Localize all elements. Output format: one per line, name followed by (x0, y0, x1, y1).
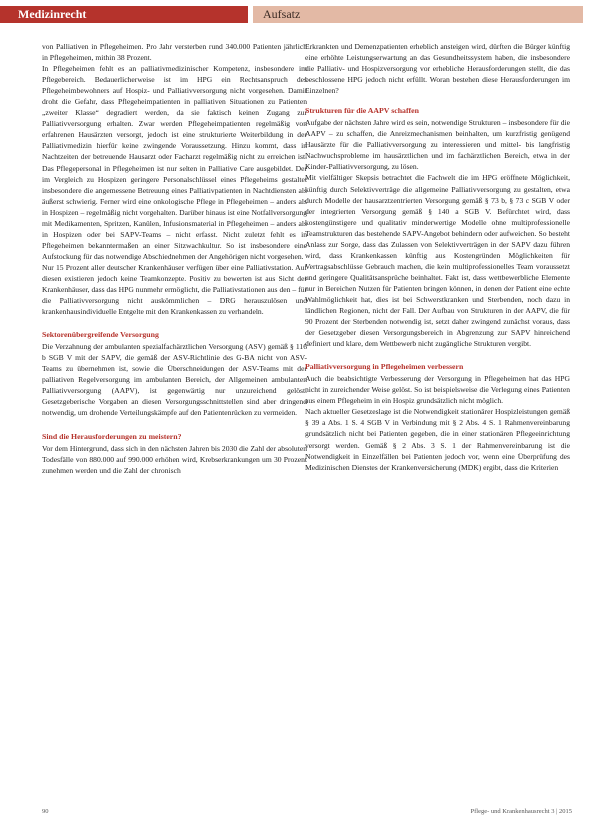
paragraph: Mit vielfältiger Skepsis betrachtet die Fachwelt die im HPG eröffnete Möglichkeit, künftig durch Selektivverträge die allgemeine Palliativversorgung zu gestalten, etwa durch Modelle der hausarztzentrierten Versorgung gemäß § 73 b, § 73 c SGB V oder der integrierten Versorgung gemäß § 140 a SGB V. Befürchtet wird, dass kostengünstigere und qualitativ minderwertige Modelle ohne multiprofessionelle Teamstrukturen das bestehende SAPV-Angebot behindern oder aufweichen. So besteht Anlass zur Sorge, dass das Zulassen von Selektivverträgen in der SAPV dazu führen wird, dass Krankenkassen künftig aus Kostengründen Möglichkeiten für Vertragsabschlüsse Gebrauch machen, die kein multiprofessionelles Team voraussetzt und geringere Qualitätsansprüche beinhaltet. Fakt ist, dass wettbewerbliche Elemente nur in Bereichen Nutzen für Patienten bringen können, in denen der Patient eine echte Wahlmöglichkeit hat, dies ist bei Schwerstkranken und Sterbenden, noch dazu in ländlichen Regionen, nicht der Fall. Der Aufbau von Strukturen in der AAPV, die für 90 Prozent der Sterbenden notwendig ist, setzt daher zwingend zunächst voraus, dass der Gesetzgeber diesen Versorgungsbereich in Abgrenzung zur SAPV hinreichend definiert und klare, dem Wettbewerb nicht zugängliche Strukturen vergibt. (305, 173, 570, 349)
type-banner (253, 6, 583, 23)
paragraph: Erkrankten und Demenzpatienten erheblich ansteigen wird, dürften die Bürger künftig eine erhöhte Leistungserwartung an das Gesundheitssystem haben, die insbesondere die Palliativ- und Hospizversorgung vor erhebliche Herausforderungen stellt, die das beschlossene HPG jedoch nicht erfüllt. Woran bestehen diese Herausforderungen im Einzelnen? (305, 42, 570, 96)
paragraph: Nach aktueller Gesetzeslage ist die Notwendigkeit stationärer Hospizleistungen gemäß § 39 a Abs. 1 S. 4 SGB V in Verbindung mit § 2 Abs. 4 S. 1 Rahmenvereinbarung grundsätzlich nicht bei Patienten gegeben, die in einer stationären Pflegeeinrichtung versorgt werden. Gemäß § 2 Abs. 3 S. 1 der Rahmenvereinbarung ist die Notwendigkeit in Einzelfällen bei Patienten jedoch vor, wenn eine Überprüfung des Medizinischen Dienstes der Krankenversicherung (MDK) ergibt, dass die Kriterien (305, 407, 570, 472)
journal-source: Pflege- und Krankenhausrecht 3 | 2015 (470, 808, 572, 815)
page-number: 90 (42, 808, 49, 815)
paragraph: In Pflegeheimen fehlt es an palliativmedizinischer Kompetenz, insbesondere im Pflegebereich. Bedauerlicherweise ist im HPG ein Rechtsanspruch des Pflegeheimbewohners auf Hospiz- und Palliativversorgung nicht vorgesehen. Damit droht die Gefahr, dass Pflegeheimpatienten in palliativen Situationen zu Patienten „zweiter Klasse“ degradiert werden, da sie faktisch keinen Zugang zur Palliativversorgung erhalten. Zwar werden Pflegeheimpatienten regelmäßig von erfahrenen Hausärzten versorgt, jedoch ist eine strukturierte Weiterbildung in der Palliativmedizin hierfür keine zwingende Voraussetzung. Hinzu kommt, dass in Nachtzeiten der betreuende Hausarzt oder Facharzt regelmäßig nicht zu erreichen ist. Das Pflegepersonal in Pflegeheimen ist nur selten in Palliative Care ausgebildet. Der im Vergleich zu Hospizen geringere Personalschlüssel eines Pflegeheims gestaltet insbesondere die angemessene Betreuung eines Palliativpatienten in Nachtdiensten als äußerst schwierig. Ferner wird eine onkologische Pflege in Pflegeheimen – anders als in Hospizen – regelmäßig nicht vorgehalten. Darüber hinaus ist eine Notfallversorgung mit Medikamenten, Spritzen, Kanülen, Infusionsmaterial in Pflegeheimen – anders als in Hospizen oder bei SAPV-Teams – nicht erfasst. Nicht zuletzt fehlt es in Pflegeheimen bekanntermaßen an einer Sitzwachkultur. So ist insbesondere eine Aufstockung für das notwendige Abschiednehmen der Angehörigen nicht vorgesehen. (42, 64, 307, 261)
paragraph: Die Verzahnung der ambulanten spezialfachärztlichen Versorgung (ASV) gemäß § 116 b SGB V mit der SAPV, die gemäß der ASV-Richtlinie des G-BA nicht von ASV-Teams zu übernehmen ist, sowie die Überschneidungen der ASV-Teams mit der palliativen Regelversorgung im ambulanten Bereich, der Allgemeinen ambulanten Palliativversorgung (AAPV), ist gegenwärtig nur unzureichend gelöst. Gesetzgeberische Vorgaben an diesen Versorgungsschnittstellen sind aber dringend notwendig, um drohende Verteilungskämpfe auf den Patientenrücken zu vermeiden. (42, 342, 307, 418)
section-heading: Sind die Herausforderungen zu meistern? (42, 431, 182, 441)
section-heading: Strukturen für die AAPV schaffen (305, 106, 419, 116)
paragraph: Auch die beabsichtigte Verbesserung der Versorgung in Pflegeheimen hat das HPG nicht in zureichender Weise gelöst. So ist beispielsweise die Verlegung eines Patienten aus einem Pflegeheim in ein Hospiz grundsätzlich nicht möglich. (305, 374, 570, 406)
left-column (42, 41, 307, 476)
page-header (0, 0, 595, 24)
paragraph: Aufgabe der nächsten Jahre wird es sein, notwendige Strukturen – insbesondere für die AAPV – zu schaffen, die Anreizmechanismen beinhalten, um kurzfristig genügend Hausärzte für die Palliativversorgung zu interessieren und mittel- bis langfristig Nachwuchsprobleme im hausärztlichen und im fachärztlichen Bereich, etwa in der Kinder-Palliativversorgung, zu lösen. (305, 118, 570, 172)
article-type: Aufsatz (263, 7, 301, 21)
paragraph: Vor dem Hintergrund, dass sich in den nächsten Jahren bis 2030 die Zahl der absoluten Todesfälle von 880.000 auf 990.000 erhöhen wird, Krebserkrankungen um 30 Prozent zunehmen werden und die Zahl der chronisch (42, 443, 307, 475)
paragraph: Nur 15 Prozent aller deutscher Krankenhäuser verfügen über eine Palliativstation. Auf diesen existieren jedoch keine Teamkonzepte. Positiv zu bewerten ist aus Sicht der Krankenhäuser, dass das HPG nunmehr ermöglicht, die Palliativstationen aus den – für die Palliativversorgung nicht auskömmlichen – DRG herauszulösen und krankenhausindividuelle Entgelte mit den Krankenkassen zu verhandeln. (42, 262, 307, 317)
section-heading: Palliativversorgung in Pflegeheimen verbessern (305, 362, 464, 372)
page-footer (42, 808, 572, 820)
paragraph: von Palliativen in Pflegeheimen. Pro Jahr versterben rund 340.000 Patienten jährlich in Pflegeheimen, mithin 38 Prozent. (42, 42, 307, 63)
section-heading: Sektorenübergreifende Versorgung (42, 330, 159, 340)
right-column (305, 41, 570, 473)
section-banner (0, 6, 248, 23)
section-title: Medizinrecht (18, 7, 87, 21)
